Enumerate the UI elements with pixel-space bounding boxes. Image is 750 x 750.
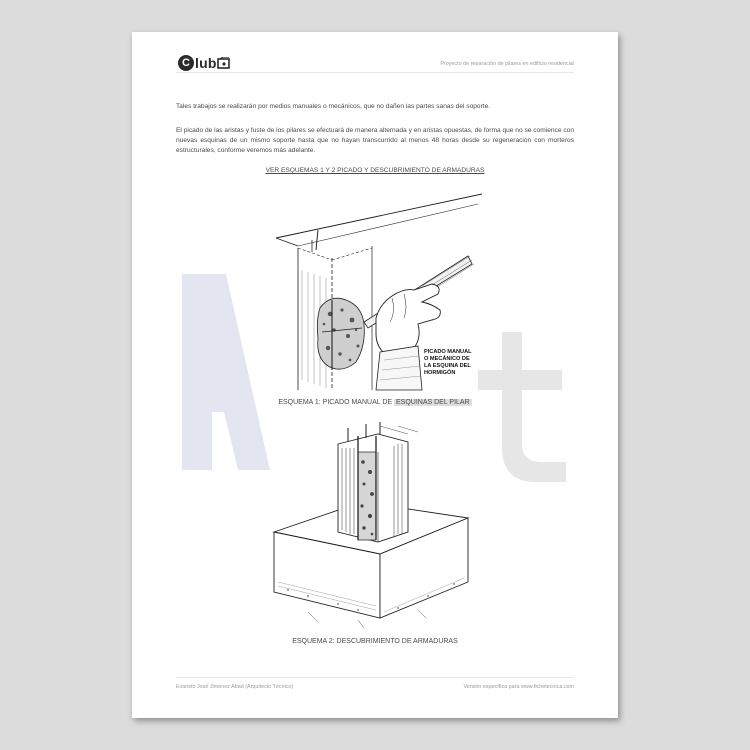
header-title: Proyecto de reparación de pilares en edificio residencial bbox=[440, 61, 574, 67]
watermark-letter-t bbox=[474, 332, 574, 482]
figure-1-label-line-2: O MECÁNICO DE bbox=[424, 356, 470, 362]
footer-author: Evaristo José Jiménez Abad (Arquitecto Técnico) bbox=[176, 684, 294, 690]
footer-version: Versión específica para www.fichetecnica.com bbox=[463, 684, 574, 690]
logo-text: lub bbox=[195, 55, 217, 71]
figure-2-caption: ESQUEMA 2: DESCUBRIMIENTO DE ARMADURAS bbox=[292, 638, 458, 645]
footer-divider bbox=[176, 677, 574, 678]
figure-1-caption-highlight: ESQUINAS DEL PILAR bbox=[396, 399, 470, 406]
figure-1-label-line-1: PICADO MANUAL bbox=[424, 349, 472, 355]
club-logo bbox=[178, 54, 231, 72]
header-divider bbox=[176, 72, 574, 73]
document-page bbox=[132, 32, 618, 718]
watermark-letter-left bbox=[174, 274, 270, 470]
logo-mark: C bbox=[178, 55, 194, 71]
figure-1-caption bbox=[176, 399, 574, 406]
paragraph-1: Tales trabajos se realizarán por medios manuales o mecánicos, que no dañen las partes sanas del soporte. bbox=[176, 103, 491, 110]
reference-link[interactable]: VER ESQUEMAS 1 Y 2 PICADO Y DESCUBRIMIENTO DE ARMADURAS bbox=[265, 167, 485, 174]
figure-2-illustration bbox=[268, 422, 478, 632]
paragraph-2: El picado de las aristas y fuste de los pilares se efectuará de manera alternada y en aristas opuestas, de forma que no se comience con nuevas esquinas de un mismo soporte hasta que no hayan transcurrido al menos 48 horas desde su regeneración con morteros estructurales, conforme veremos más adelante. bbox=[176, 127, 574, 154]
figure-1-label-line-4: HORMIGÓN bbox=[424, 370, 456, 376]
figure-1-caption-text: ESQUEMA 1: PICADO MANUAL DE bbox=[278, 399, 394, 406]
logo-box-icon bbox=[217, 57, 231, 69]
figure-1-illustration bbox=[272, 190, 482, 398]
figure-1-label-line-3: LA ESQUINA DEL bbox=[424, 363, 471, 369]
